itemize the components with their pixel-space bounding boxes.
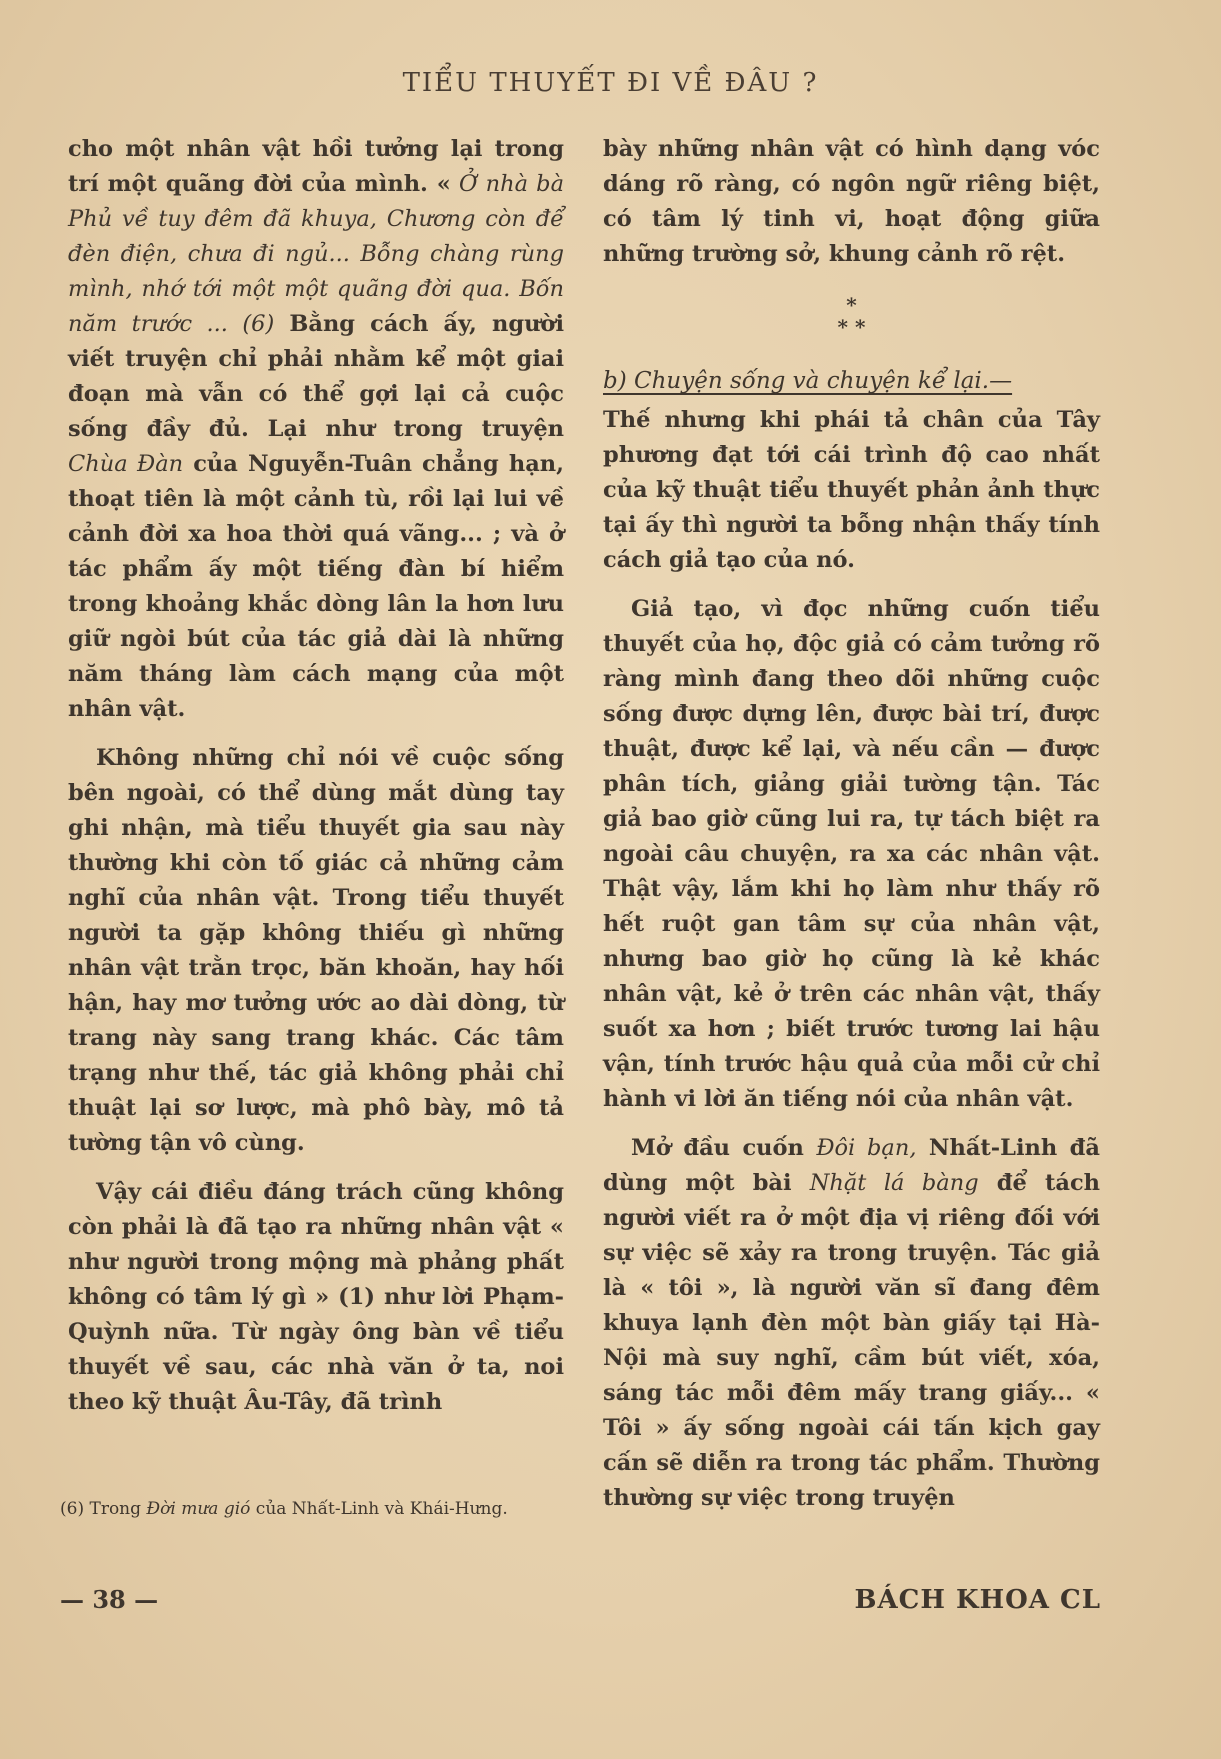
magazine-name: BÁCH KHOA CL [854, 1585, 1101, 1615]
paragraph: Giả tạo, vì đọc những cuốn tiểu thuyết của họ, độc giả có cảm tưởng rõ ràng mình đang theo dõi những cuộc sống được dựng lên, được bài trí, được thuật, được kể lại, và nếu cần — được phân tích, giảng giải tường tận. Tác giả bao giờ cũng lui ra, tự tách biệt ra ngoài câu chuyện, ra xa các nhân vật. Thật vậy, lắm khi họ làm như thấy rõ hết ruột gan tâm sự của nhân vật, nhưng bao giờ họ cũng là kẻ khác nhân vật, kẻ ở trên các nhân vật, thấy suốt xa hơn ; biết trước tương lai hậu vận, tính trước hậu quả của mỗi cử chỉ hành vi lời ăn tiếng nói của nhân vật. [603, 596, 1100, 1112]
footnote [60, 1494, 565, 1524]
work-title: Đời mưa gió [146, 1499, 251, 1519]
paragraph [603, 1131, 1100, 1516]
text-run: Nhất-Linh đã dùng một bài [603, 1135, 1100, 1196]
text-run: để tách người viết ra ở một địa vị riêng đối với sự việc sẽ xảy ra trong truyện. Tác giả là « tôi », là người văn sĩ đang đêm khuya lạnh đèn một bàn giấy tại Hà-Nội mà suy nghĩ, cầm bút viết, xóa, sáng tác mỗi đêm mấy trang giấy... « Tôi » ấy sống ngoài cái tấn kịch gay cấn sẽ diễn ra trong tác phẩm. Thường thường sự việc trong truyện [603, 1170, 1101, 1511]
work-title: Chùa Đàn [68, 451, 184, 477]
right-column [603, 132, 1100, 1530]
paragraph [68, 132, 564, 727]
text-run: Bằng cách ấy, người viết truyện chỉ phải nhằm kể một giai đoạn mà vẫn có thể gợi lại cả cuộc sống đầy đủ. Lại như trong truyện [68, 311, 564, 442]
text-run: của Nhất-Linh và Khái-Hưng. [250, 1499, 508, 1519]
section-heading: b) Chuyện sống và chuyện kể lại.— [603, 368, 1013, 394]
text-run: (6) Trong [60, 1499, 147, 1519]
paragraph: Vậy cái điều đáng trách cũng không còn phải là đã tạo ra những nhân vật « như người trong mộng mà phảng phất không có tâm lý gì » (1) như lời Phạm-Quỳnh nữa. Từ ngày ông bàn về tiểu thuyết về sau, các nhà văn ở ta, noi theo kỹ thuật Âu-Tây, đã trình [68, 1179, 564, 1415]
separator-stars: * * [837, 315, 866, 339]
running-title: TIỂU THUYẾT ĐI VỀ ĐÂU ? [402, 68, 819, 98]
paragraph: Không những chỉ nói về cuộc sống bên ngoài, có thể dùng mắt dùng tay ghi nhận, mà tiểu thuyết gia sau này thường khi còn tố giác cả những cảm nghĩ của nhân vật. Trong tiểu thuyết người ta gặp không thiếu gì những nhân vật trằn trọc, băn khoăn, hay hối hận, hay mơ tưởng ước ao dài dòng, từ trang này sang trang khác. Các tâm trạng như thế, tác giả không phải chỉ thuật lại sơ lược, mà phô bày, mô tả tường tận vô cùng. [68, 745, 564, 1156]
text-run: cho một nhân vật hồi tưởng lại trong trí một quãng đời của mình. « [68, 136, 564, 197]
text-run: Mở đầu cuốn [631, 1135, 817, 1161]
section-separator [603, 294, 1100, 338]
work-title: Nhặt lá bàng [809, 1170, 979, 1196]
left-column [68, 132, 564, 1434]
separator-star: * [846, 293, 857, 317]
work-title: Đôi bạn, [816, 1135, 917, 1161]
quotation: Ở nhà bà Phủ về tuy đêm đã khuya, Chương còn để đèn điện, chưa đi ngủ... Bỗng chàng rùng mình, nhớ tới một một quãng đời qua. Bốn năm trước ... (6) [68, 171, 565, 337]
page-number: — 38 — [60, 1585, 159, 1614]
text-run: của Nguyễn-Tuân chẳng hạn, thoạt tiên là một cảnh tù, rồi lại lui về cảnh đời xa hoa thời quá vãng... ; và ở tác phẩm ấy một tiếng đàn bí hiểm trong khoảng khắc dòng lân la hơn lưu giữ ngòi bút của tác giả dài là những năm tháng làm cách mạng của một nhân vật. [68, 451, 564, 722]
paragraph: Thế nhưng khi phái tả chân của Tây phương đạt tới cái trình độ cao nhất của kỹ thuật tiểu thuyết phản ảnh thực tại ấy thì người ta bỗng nhận thấy tính cách giả tạo của nó. [603, 407, 1100, 573]
paragraph: bày những nhân vật có hình dạng vóc dáng rõ ràng, có ngôn ngữ riêng biệt, có tâm lý tinh vi, hoạt động giữa những trường sở, khung cảnh rõ rệt. [603, 136, 1100, 267]
